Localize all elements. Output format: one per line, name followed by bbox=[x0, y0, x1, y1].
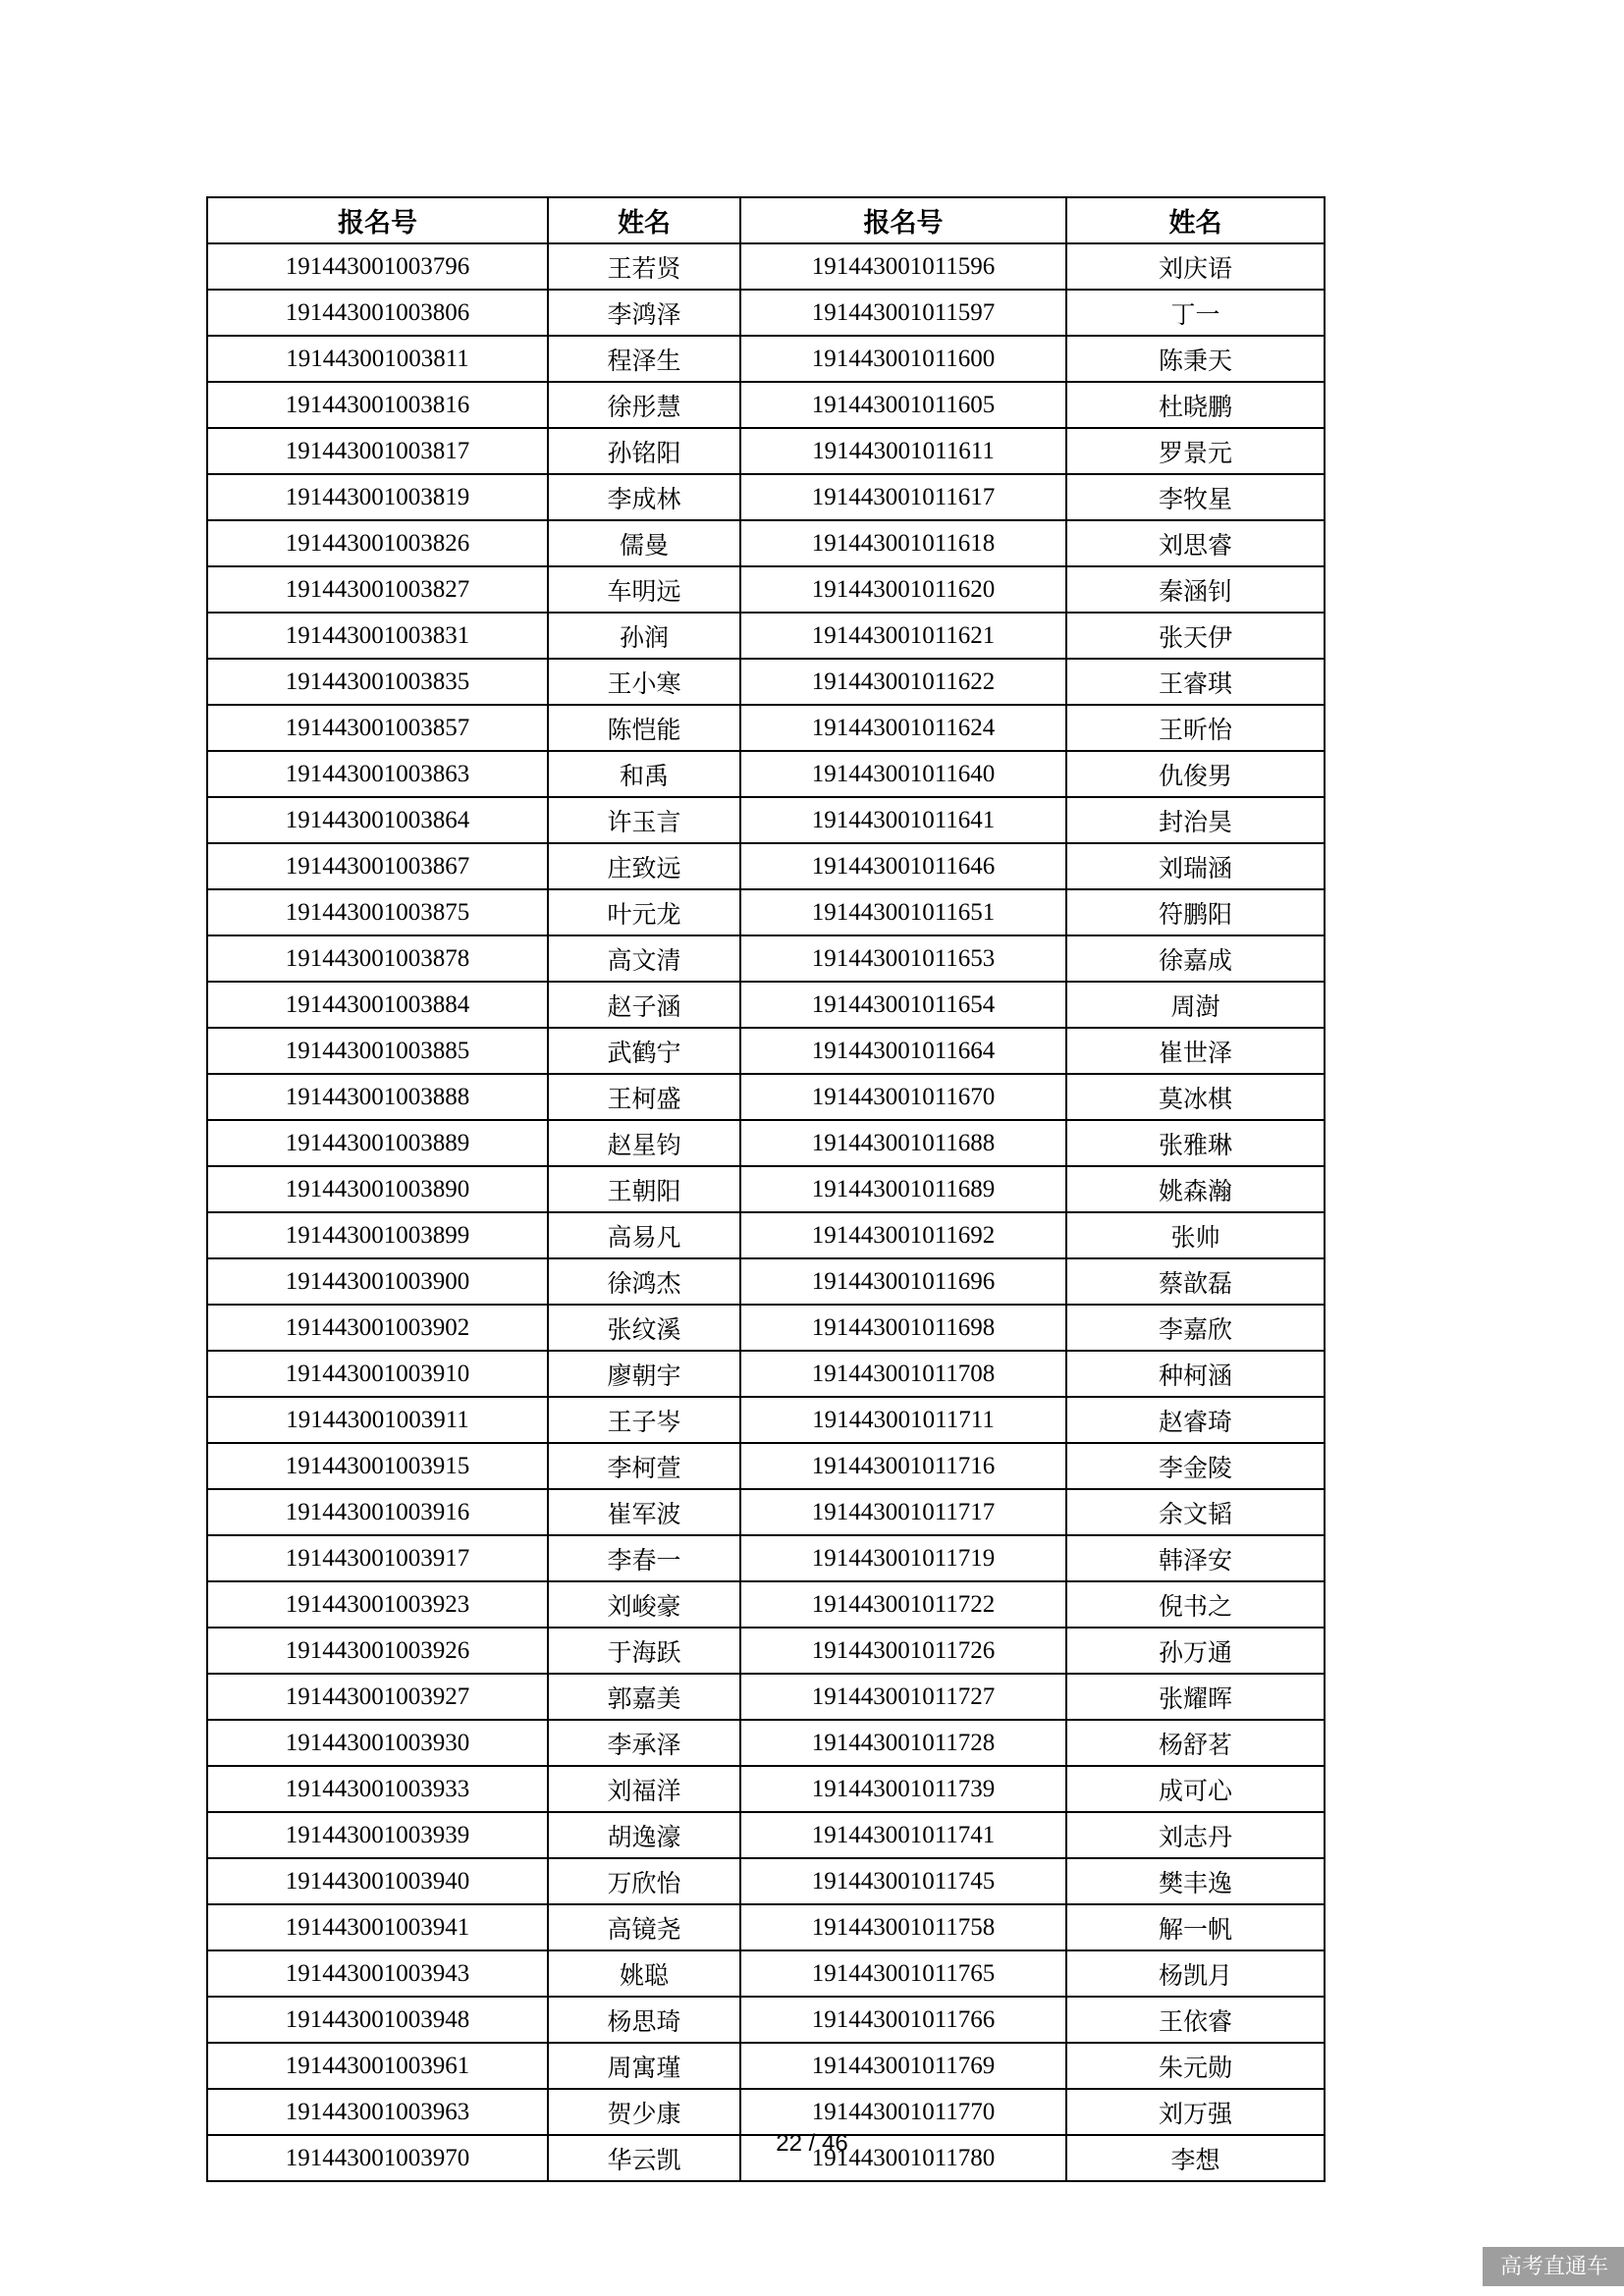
table-row bbox=[207, 1212, 1325, 1258]
reg-number-cell: 191443001011618 bbox=[740, 520, 1066, 566]
reg-number-cell: 191443001003806 bbox=[207, 290, 548, 336]
header-reg-number-left: 报名号 bbox=[207, 197, 548, 243]
table-row bbox=[207, 566, 1325, 613]
table-row bbox=[207, 520, 1325, 566]
name-cell: 胡逸濠 bbox=[548, 1812, 740, 1858]
table-row bbox=[207, 1305, 1325, 1351]
reg-number-cell: 191443001011696 bbox=[740, 1258, 1066, 1305]
name-cell: 李春一 bbox=[548, 1535, 740, 1581]
table-header-row bbox=[207, 197, 1325, 243]
reg-number-cell: 191443001003948 bbox=[207, 1997, 548, 2043]
reg-number-cell: 191443001003878 bbox=[207, 935, 548, 982]
reg-number-cell: 191443001011716 bbox=[740, 1443, 1066, 1489]
name-cell: 李嘉欣 bbox=[1066, 1305, 1325, 1351]
reg-number-cell: 191443001011769 bbox=[740, 2043, 1066, 2089]
reg-number-cell: 191443001003826 bbox=[207, 520, 548, 566]
name-cell: 丁一 bbox=[1066, 290, 1325, 336]
reg-number-cell: 191443001003864 bbox=[207, 797, 548, 843]
name-cell: 刘瑞涵 bbox=[1066, 843, 1325, 889]
reg-number-cell: 191443001003916 bbox=[207, 1489, 548, 1535]
name-cell: 刘万强 bbox=[1066, 2089, 1325, 2135]
registration-table bbox=[206, 196, 1326, 2182]
reg-number-cell: 191443001003888 bbox=[207, 1074, 548, 1120]
name-cell: 成可心 bbox=[1066, 1766, 1325, 1812]
name-cell: 王依睿 bbox=[1066, 1997, 1325, 2043]
name-cell: 李柯萱 bbox=[548, 1443, 740, 1489]
table-row bbox=[207, 1720, 1325, 1766]
reg-number-cell: 191443001003863 bbox=[207, 751, 548, 797]
name-cell: 解一帆 bbox=[1066, 1904, 1325, 1950]
name-cell: 高易凡 bbox=[548, 1212, 740, 1258]
name-cell: 朱元勋 bbox=[1066, 2043, 1325, 2089]
name-cell: 王若贤 bbox=[548, 243, 740, 290]
name-cell: 和禹 bbox=[548, 751, 740, 797]
name-cell: 李想 bbox=[1066, 2135, 1325, 2181]
name-cell: 李牧星 bbox=[1066, 474, 1325, 520]
name-cell: 王小寒 bbox=[548, 659, 740, 705]
reg-number-cell: 191443001011745 bbox=[740, 1858, 1066, 1904]
reg-number-cell: 191443001011692 bbox=[740, 1212, 1066, 1258]
name-cell: 杨舒茗 bbox=[1066, 1720, 1325, 1766]
name-cell: 封治昊 bbox=[1066, 797, 1325, 843]
table-row bbox=[207, 1674, 1325, 1720]
reg-number-cell: 191443001011624 bbox=[740, 705, 1066, 751]
reg-number-cell: 191443001011741 bbox=[740, 1812, 1066, 1858]
reg-number-cell: 191443001003927 bbox=[207, 1674, 548, 1720]
reg-number-cell: 191443001003961 bbox=[207, 2043, 548, 2089]
table-row bbox=[207, 1489, 1325, 1535]
name-cell: 孙润 bbox=[548, 613, 740, 659]
name-cell: 孙铭阳 bbox=[548, 428, 740, 474]
name-cell: 李成林 bbox=[548, 474, 740, 520]
name-cell: 崔世泽 bbox=[1066, 1028, 1325, 1074]
reg-number-cell: 191443001003835 bbox=[207, 659, 548, 705]
name-cell: 刘思睿 bbox=[1066, 520, 1325, 566]
reg-number-cell: 191443001011621 bbox=[740, 613, 1066, 659]
table-row bbox=[207, 659, 1325, 705]
name-cell: 崔军波 bbox=[548, 1489, 740, 1535]
name-cell: 赵星钧 bbox=[548, 1120, 740, 1166]
reg-number-cell: 191443001003867 bbox=[207, 843, 548, 889]
reg-number-cell: 191443001003796 bbox=[207, 243, 548, 290]
reg-number-cell: 191443001011664 bbox=[740, 1028, 1066, 1074]
reg-number-cell: 191443001011728 bbox=[740, 1720, 1066, 1766]
name-cell: 赵子涵 bbox=[548, 982, 740, 1028]
name-cell: 蔡歆磊 bbox=[1066, 1258, 1325, 1305]
table-row bbox=[207, 382, 1325, 428]
reg-number-cell: 191443001003917 bbox=[207, 1535, 548, 1581]
reg-number-cell: 191443001003819 bbox=[207, 474, 548, 520]
reg-number-cell: 191443001003885 bbox=[207, 1028, 548, 1074]
reg-number-cell: 191443001011622 bbox=[740, 659, 1066, 705]
name-cell: 徐鸿杰 bbox=[548, 1258, 740, 1305]
name-cell: 王柯盛 bbox=[548, 1074, 740, 1120]
reg-number-cell: 191443001011689 bbox=[740, 1166, 1066, 1212]
reg-number-cell: 191443001003811 bbox=[207, 336, 548, 382]
reg-number-cell: 191443001011653 bbox=[740, 935, 1066, 982]
name-cell: 李承泽 bbox=[548, 1720, 740, 1766]
reg-number-cell: 191443001011600 bbox=[740, 336, 1066, 382]
name-cell: 张帅 bbox=[1066, 1212, 1325, 1258]
name-cell: 刘福洋 bbox=[548, 1766, 740, 1812]
page-number: 22 / 46 bbox=[776, 2130, 848, 2157]
name-cell: 程泽生 bbox=[548, 336, 740, 382]
name-cell: 杨凯月 bbox=[1066, 1950, 1325, 1997]
name-cell: 赵睿琦 bbox=[1066, 1397, 1325, 1443]
name-cell: 华云凯 bbox=[548, 2135, 740, 2181]
table-row bbox=[207, 1351, 1325, 1397]
table-row bbox=[207, 705, 1325, 751]
name-cell: 张雅琳 bbox=[1066, 1120, 1325, 1166]
reg-number-cell: 191443001003899 bbox=[207, 1212, 548, 1258]
name-cell: 张耀晖 bbox=[1066, 1674, 1325, 1720]
reg-number-cell: 191443001011708 bbox=[740, 1351, 1066, 1397]
table-row bbox=[207, 1904, 1325, 1950]
reg-number-cell: 191443001011651 bbox=[740, 889, 1066, 935]
reg-number-cell: 191443001011766 bbox=[740, 1997, 1066, 2043]
table-row bbox=[207, 1120, 1325, 1166]
reg-number-cell: 191443001011698 bbox=[740, 1305, 1066, 1351]
reg-number-cell: 191443001011620 bbox=[740, 566, 1066, 613]
reg-number-cell: 191443001003831 bbox=[207, 613, 548, 659]
name-cell: 周澍 bbox=[1066, 982, 1325, 1028]
reg-number-cell: 191443001011758 bbox=[740, 1904, 1066, 1950]
table-row bbox=[207, 613, 1325, 659]
name-cell: 倪书之 bbox=[1066, 1581, 1325, 1628]
name-cell: 莫冰棋 bbox=[1066, 1074, 1325, 1120]
reg-number-cell: 191443001003970 bbox=[207, 2135, 548, 2181]
reg-number-cell: 191443001011646 bbox=[740, 843, 1066, 889]
name-cell: 于海跃 bbox=[548, 1628, 740, 1674]
header-name-right: 姓名 bbox=[1066, 197, 1325, 243]
name-cell: 高文清 bbox=[548, 935, 740, 982]
registration-table-container bbox=[206, 196, 1324, 2182]
reg-number-cell: 191443001011727 bbox=[740, 1674, 1066, 1720]
name-cell: 姚森瀚 bbox=[1066, 1166, 1325, 1212]
reg-number-cell: 191443001003900 bbox=[207, 1258, 548, 1305]
table-row bbox=[207, 1166, 1325, 1212]
reg-number-cell: 191443001003884 bbox=[207, 982, 548, 1028]
table-row bbox=[207, 474, 1325, 520]
reg-number-cell: 191443001011719 bbox=[740, 1535, 1066, 1581]
reg-number-cell: 191443001003933 bbox=[207, 1766, 548, 1812]
name-cell: 秦涵钊 bbox=[1066, 566, 1325, 613]
table-row bbox=[207, 1581, 1325, 1628]
name-cell: 李鸿泽 bbox=[548, 290, 740, 336]
table-row bbox=[207, 1766, 1325, 1812]
reg-number-cell: 191443001011597 bbox=[740, 290, 1066, 336]
table-row bbox=[207, 1074, 1325, 1120]
table-row bbox=[207, 1950, 1325, 1997]
reg-number-cell: 191443001003889 bbox=[207, 1120, 548, 1166]
name-cell: 刘志丹 bbox=[1066, 1812, 1325, 1858]
name-cell: 陈秉天 bbox=[1066, 336, 1325, 382]
name-cell: 庄致远 bbox=[548, 843, 740, 889]
reg-number-cell: 191443001003926 bbox=[207, 1628, 548, 1674]
name-cell: 姚聪 bbox=[548, 1950, 740, 1997]
reg-number-cell: 191443001011688 bbox=[740, 1120, 1066, 1166]
name-cell: 刘庆语 bbox=[1066, 243, 1325, 290]
table-row bbox=[207, 1258, 1325, 1305]
name-cell: 符鹏阳 bbox=[1066, 889, 1325, 935]
name-cell: 仇俊男 bbox=[1066, 751, 1325, 797]
reg-number-cell: 191443001011617 bbox=[740, 474, 1066, 520]
name-cell: 王朝阳 bbox=[548, 1166, 740, 1212]
reg-number-cell: 191443001003963 bbox=[207, 2089, 548, 2135]
table-row bbox=[207, 2089, 1325, 2135]
reg-number-cell: 191443001003915 bbox=[207, 1443, 548, 1489]
reg-number-cell: 191443001011641 bbox=[740, 797, 1066, 843]
table-row bbox=[207, 843, 1325, 889]
name-cell: 王睿琪 bbox=[1066, 659, 1325, 705]
name-cell: 武鹤宁 bbox=[548, 1028, 740, 1074]
reg-number-cell: 191443001003857 bbox=[207, 705, 548, 751]
table-row bbox=[207, 1997, 1325, 2043]
reg-number-cell: 191443001003817 bbox=[207, 428, 548, 474]
name-cell: 罗景元 bbox=[1066, 428, 1325, 474]
table-row bbox=[207, 935, 1325, 982]
header-name-left: 姓名 bbox=[548, 197, 740, 243]
reg-number-cell: 191443001003943 bbox=[207, 1950, 548, 1997]
reg-number-cell: 191443001003816 bbox=[207, 382, 548, 428]
table-row bbox=[207, 243, 1325, 290]
name-cell: 徐彤慧 bbox=[548, 382, 740, 428]
name-cell: 贺少康 bbox=[548, 2089, 740, 2135]
reg-number-cell: 191443001011640 bbox=[740, 751, 1066, 797]
table-row bbox=[207, 751, 1325, 797]
reg-number-cell: 191443001003940 bbox=[207, 1858, 548, 1904]
name-cell: 余文韬 bbox=[1066, 1489, 1325, 1535]
name-cell: 种柯涵 bbox=[1066, 1351, 1325, 1397]
reg-number-cell: 191443001003890 bbox=[207, 1166, 548, 1212]
watermark-badge: 高考直通车 bbox=[1483, 2247, 1624, 2286]
reg-number-cell: 191443001011654 bbox=[740, 982, 1066, 1028]
table-row bbox=[207, 336, 1325, 382]
name-cell: 徐嘉成 bbox=[1066, 935, 1325, 982]
table-row bbox=[207, 1858, 1325, 1904]
name-cell: 韩泽安 bbox=[1066, 1535, 1325, 1581]
reg-number-cell: 191443001011711 bbox=[740, 1397, 1066, 1443]
table-row bbox=[207, 2043, 1325, 2089]
name-cell: 廖朝宇 bbox=[548, 1351, 740, 1397]
reg-number-cell: 191443001011726 bbox=[740, 1628, 1066, 1674]
name-cell: 许玉言 bbox=[548, 797, 740, 843]
table-row bbox=[207, 428, 1325, 474]
table-body bbox=[207, 243, 1325, 2181]
reg-number-cell: 191443001003939 bbox=[207, 1812, 548, 1858]
reg-number-cell: 191443001011739 bbox=[740, 1766, 1066, 1812]
table-row bbox=[207, 1628, 1325, 1674]
reg-number-cell: 191443001003930 bbox=[207, 1720, 548, 1766]
reg-number-cell: 191443001003910 bbox=[207, 1351, 548, 1397]
table-row bbox=[207, 1028, 1325, 1074]
reg-number-cell: 191443001003902 bbox=[207, 1305, 548, 1351]
reg-number-cell: 191443001011770 bbox=[740, 2089, 1066, 2135]
reg-number-cell: 191443001011611 bbox=[740, 428, 1066, 474]
reg-number-cell: 191443001003941 bbox=[207, 1904, 548, 1950]
table-row bbox=[207, 1397, 1325, 1443]
reg-number-cell: 191443001011670 bbox=[740, 1074, 1066, 1120]
table-row bbox=[207, 1535, 1325, 1581]
table-row bbox=[207, 1443, 1325, 1489]
reg-number-cell: 191443001011765 bbox=[740, 1950, 1066, 1997]
name-cell: 高镜尧 bbox=[548, 1904, 740, 1950]
reg-number-cell: 191443001003827 bbox=[207, 566, 548, 613]
table-row bbox=[207, 290, 1325, 336]
name-cell: 张天伊 bbox=[1066, 613, 1325, 659]
name-cell: 周寓瑾 bbox=[548, 2043, 740, 2089]
table-row bbox=[207, 889, 1325, 935]
table-row bbox=[207, 982, 1325, 1028]
name-cell: 郭嘉美 bbox=[548, 1674, 740, 1720]
name-cell: 杨思琦 bbox=[548, 1997, 740, 2043]
name-cell: 儒曼 bbox=[548, 520, 740, 566]
header-reg-number-right: 报名号 bbox=[740, 197, 1066, 243]
name-cell: 樊丰逸 bbox=[1066, 1858, 1325, 1904]
name-cell: 万欣怡 bbox=[548, 1858, 740, 1904]
name-cell: 刘峻豪 bbox=[548, 1581, 740, 1628]
reg-number-cell: 191443001003875 bbox=[207, 889, 548, 935]
table-row bbox=[207, 1812, 1325, 1858]
reg-number-cell: 191443001011596 bbox=[740, 243, 1066, 290]
reg-number-cell: 191443001003911 bbox=[207, 1397, 548, 1443]
name-cell: 王子岑 bbox=[548, 1397, 740, 1443]
reg-number-cell: 191443001011605 bbox=[740, 382, 1066, 428]
name-cell: 张纹溪 bbox=[548, 1305, 740, 1351]
name-cell: 叶元龙 bbox=[548, 889, 740, 935]
name-cell: 李金陵 bbox=[1066, 1443, 1325, 1489]
reg-number-cell: 191443001003923 bbox=[207, 1581, 548, 1628]
table-row bbox=[207, 797, 1325, 843]
reg-number-cell: 191443001011717 bbox=[740, 1489, 1066, 1535]
name-cell: 孙万通 bbox=[1066, 1628, 1325, 1674]
name-cell: 陈恺能 bbox=[548, 705, 740, 751]
name-cell: 车明远 bbox=[548, 566, 740, 613]
name-cell: 杜晓鹏 bbox=[1066, 382, 1325, 428]
reg-number-cell: 191443001011722 bbox=[740, 1581, 1066, 1628]
name-cell: 王昕怡 bbox=[1066, 705, 1325, 751]
reg-number-cell: 191443001011780 bbox=[740, 2135, 1066, 2181]
